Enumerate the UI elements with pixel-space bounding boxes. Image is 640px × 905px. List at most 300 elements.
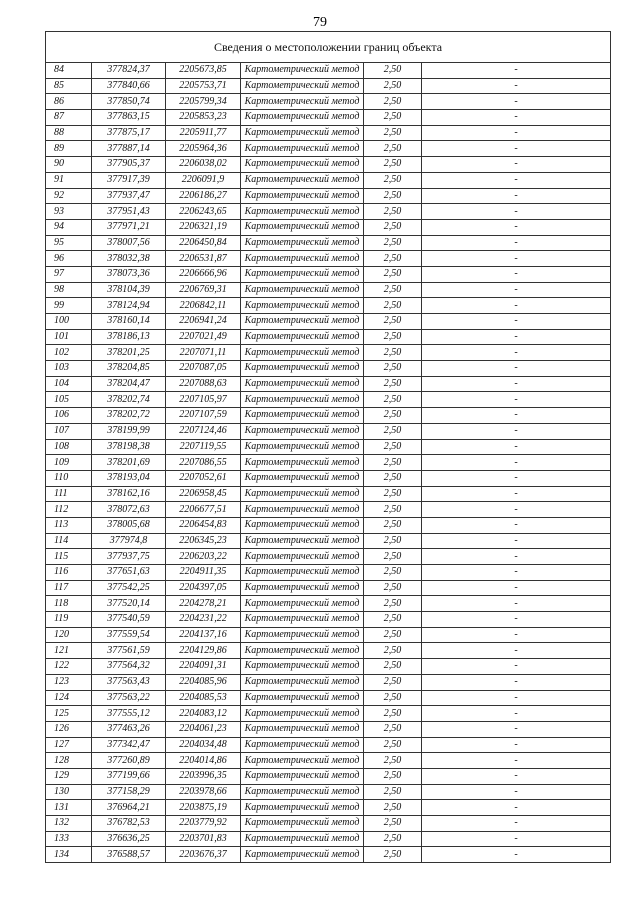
- table-row: [46, 737, 611, 753]
- table-row: [46, 706, 611, 722]
- table-row: [46, 800, 611, 816]
- coord-x-cell: 378193,04: [92, 470, 166, 486]
- table-row: [46, 565, 611, 581]
- table-row: [46, 690, 611, 706]
- table-row: [46, 470, 611, 486]
- note-cell: -: [422, 612, 611, 628]
- method-cell: Картометрический метод: [241, 831, 364, 847]
- method-cell: Картометрический метод: [241, 596, 364, 612]
- method-cell: Картометрический метод: [241, 455, 364, 471]
- point-number-cell: 122: [46, 659, 92, 675]
- method-cell: Картометрический метод: [241, 78, 364, 94]
- table-row: [46, 408, 611, 424]
- point-number-cell: 119: [46, 612, 92, 628]
- note-cell: -: [422, 816, 611, 832]
- note-cell: -: [422, 439, 611, 455]
- coord-x-cell: 378201,25: [92, 345, 166, 361]
- coord-y-cell: 2203996,35: [166, 768, 241, 784]
- note-cell: -: [422, 204, 611, 220]
- point-number-cell: 90: [46, 157, 92, 173]
- table-row: [46, 282, 611, 298]
- coord-y-cell: 2206769,31: [166, 282, 241, 298]
- method-cell: Картометрический метод: [241, 172, 364, 188]
- method-cell: Картометрический метод: [241, 298, 364, 314]
- note-cell: -: [422, 784, 611, 800]
- point-number-cell: 89: [46, 141, 92, 157]
- point-number-cell: 116: [46, 565, 92, 581]
- accuracy-cell: 2,50: [364, 329, 422, 345]
- table-row: [46, 188, 611, 204]
- method-cell: Картометрический метод: [241, 690, 364, 706]
- point-number-cell: 133: [46, 831, 92, 847]
- coordinates-table: [45, 31, 611, 863]
- accuracy-cell: 2,50: [364, 63, 422, 79]
- accuracy-cell: 2,50: [364, 549, 422, 565]
- method-cell: Картометрический метод: [241, 314, 364, 330]
- table-row: [46, 266, 611, 282]
- note-cell: -: [422, 502, 611, 518]
- note-cell: -: [422, 737, 611, 753]
- table-row: [46, 816, 611, 832]
- accuracy-cell: 2,50: [364, 784, 422, 800]
- coord-x-cell: 378104,39: [92, 282, 166, 298]
- table-row: [46, 204, 611, 220]
- point-number-cell: 110: [46, 470, 92, 486]
- point-number-cell: 84: [46, 63, 92, 79]
- coord-x-cell: 378186,13: [92, 329, 166, 345]
- coord-x-cell: 377840,66: [92, 78, 166, 94]
- coord-x-cell: 377824,37: [92, 63, 166, 79]
- method-cell: Картометрический метод: [241, 157, 364, 173]
- point-number-cell: 123: [46, 674, 92, 690]
- coord-y-cell: 2207021,49: [166, 329, 241, 345]
- point-number-cell: 112: [46, 502, 92, 518]
- point-number-cell: 121: [46, 643, 92, 659]
- coord-x-cell: 378032,38: [92, 251, 166, 267]
- table-row: [46, 831, 611, 847]
- coord-x-cell: 377951,43: [92, 204, 166, 220]
- coord-x-cell: 377563,22: [92, 690, 166, 706]
- method-cell: Картометрический метод: [241, 376, 364, 392]
- table-row: [46, 753, 611, 769]
- coord-x-cell: 378202,74: [92, 392, 166, 408]
- method-cell: Картометрический метод: [241, 282, 364, 298]
- coord-y-cell: 2204085,53: [166, 690, 241, 706]
- coord-x-cell: 377158,29: [92, 784, 166, 800]
- coord-y-cell: 2207087,05: [166, 361, 241, 377]
- table-row: [46, 627, 611, 643]
- accuracy-cell: 2,50: [364, 314, 422, 330]
- accuracy-cell: 2,50: [364, 580, 422, 596]
- method-cell: Картометрический метод: [241, 784, 364, 800]
- coord-y-cell: 2204034,48: [166, 737, 241, 753]
- point-number-cell: 100: [46, 314, 92, 330]
- point-number-cell: 91: [46, 172, 92, 188]
- accuracy-cell: 2,50: [364, 219, 422, 235]
- accuracy-cell: 2,50: [364, 392, 422, 408]
- method-cell: Картометрический метод: [241, 517, 364, 533]
- table-row: [46, 549, 611, 565]
- note-cell: -: [422, 172, 611, 188]
- coord-x-cell: 376782,53: [92, 816, 166, 832]
- coord-y-cell: 2204061,23: [166, 721, 241, 737]
- accuracy-cell: 2,50: [364, 768, 422, 784]
- table-row: [46, 125, 611, 141]
- point-number-cell: 85: [46, 78, 92, 94]
- coord-x-cell: 377875,17: [92, 125, 166, 141]
- coord-x-cell: 377887,14: [92, 141, 166, 157]
- method-cell: Картометрический метод: [241, 816, 364, 832]
- method-cell: Картометрический метод: [241, 565, 364, 581]
- coord-y-cell: 2206450,84: [166, 235, 241, 251]
- table-row: [46, 157, 611, 173]
- point-number-cell: 111: [46, 486, 92, 502]
- coord-x-cell: 377561,59: [92, 643, 166, 659]
- coord-y-cell: 2207086,55: [166, 455, 241, 471]
- coord-x-cell: 377863,15: [92, 110, 166, 126]
- accuracy-cell: 2,50: [364, 690, 422, 706]
- coord-y-cell: 2206186,27: [166, 188, 241, 204]
- point-number-cell: 109: [46, 455, 92, 471]
- note-cell: -: [422, 329, 611, 345]
- note-cell: -: [422, 408, 611, 424]
- page-number: 79: [313, 15, 327, 30]
- accuracy-cell: 2,50: [364, 439, 422, 455]
- accuracy-cell: 2,50: [364, 847, 422, 863]
- note-cell: -: [422, 800, 611, 816]
- note-cell: -: [422, 251, 611, 267]
- coord-y-cell: 2204231,22: [166, 612, 241, 628]
- table-row: [46, 345, 611, 361]
- accuracy-cell: 2,50: [364, 721, 422, 737]
- method-cell: Картометрический метод: [241, 486, 364, 502]
- accuracy-cell: 2,50: [364, 502, 422, 518]
- point-number-cell: 117: [46, 580, 92, 596]
- note-cell: -: [422, 565, 611, 581]
- coord-x-cell: 377199,66: [92, 768, 166, 784]
- note-cell: -: [422, 753, 611, 769]
- note-cell: -: [422, 125, 611, 141]
- point-number-cell: 132: [46, 816, 92, 832]
- accuracy-cell: 2,50: [364, 470, 422, 486]
- table-row: [46, 423, 611, 439]
- coord-x-cell: 377540,59: [92, 612, 166, 628]
- table-row: [46, 94, 611, 110]
- coord-x-cell: 377917,39: [92, 172, 166, 188]
- point-number-cell: 87: [46, 110, 92, 126]
- method-cell: Картометрический метод: [241, 345, 364, 361]
- method-cell: Картометрический метод: [241, 423, 364, 439]
- note-cell: -: [422, 627, 611, 643]
- method-cell: Картометрический метод: [241, 721, 364, 737]
- accuracy-cell: 2,50: [364, 816, 422, 832]
- note-cell: -: [422, 110, 611, 126]
- coord-x-cell: 377463,26: [92, 721, 166, 737]
- coord-y-cell: 2205964,36: [166, 141, 241, 157]
- table-row: [46, 63, 611, 79]
- point-number-cell: 86: [46, 94, 92, 110]
- table-body: [46, 32, 611, 863]
- coord-y-cell: 2205853,23: [166, 110, 241, 126]
- accuracy-cell: 2,50: [364, 423, 422, 439]
- coord-y-cell: 2206091,9: [166, 172, 241, 188]
- method-cell: Картометрический метод: [241, 549, 364, 565]
- method-cell: Картометрический метод: [241, 533, 364, 549]
- note-cell: -: [422, 219, 611, 235]
- accuracy-cell: 2,50: [364, 455, 422, 471]
- point-number-cell: 107: [46, 423, 92, 439]
- note-cell: -: [422, 470, 611, 486]
- table-row: [46, 314, 611, 330]
- table-row: [46, 768, 611, 784]
- coord-x-cell: 378073,36: [92, 266, 166, 282]
- accuracy-cell: 2,50: [364, 408, 422, 424]
- point-number-cell: 99: [46, 298, 92, 314]
- method-cell: Картометрический метод: [241, 800, 364, 816]
- coord-x-cell: 377937,47: [92, 188, 166, 204]
- coord-y-cell: 2204137,16: [166, 627, 241, 643]
- table-row: [46, 486, 611, 502]
- method-cell: Картометрический метод: [241, 266, 364, 282]
- table-row: [46, 219, 611, 235]
- method-cell: Картометрический метод: [241, 63, 364, 79]
- table-row: [46, 533, 611, 549]
- table-row: [46, 784, 611, 800]
- method-cell: Картометрический метод: [241, 141, 364, 157]
- coord-x-cell: 377651,63: [92, 565, 166, 581]
- table-row: [46, 141, 611, 157]
- table-row: [46, 439, 611, 455]
- coord-y-cell: 2206321,19: [166, 219, 241, 235]
- note-cell: -: [422, 188, 611, 204]
- coord-x-cell: 378162,16: [92, 486, 166, 502]
- note-cell: -: [422, 298, 611, 314]
- note-cell: -: [422, 157, 611, 173]
- accuracy-cell: 2,50: [364, 533, 422, 549]
- point-number-cell: 95: [46, 235, 92, 251]
- point-number-cell: 88: [46, 125, 92, 141]
- table-row: [46, 361, 611, 377]
- accuracy-cell: 2,50: [364, 612, 422, 628]
- coord-y-cell: 2204397,05: [166, 580, 241, 596]
- accuracy-cell: 2,50: [364, 110, 422, 126]
- coord-y-cell: 2207071,11: [166, 345, 241, 361]
- accuracy-cell: 2,50: [364, 298, 422, 314]
- point-number-cell: 104: [46, 376, 92, 392]
- coord-y-cell: 2206203,22: [166, 549, 241, 565]
- coord-x-cell: 378160,14: [92, 314, 166, 330]
- table-row: [46, 455, 611, 471]
- coord-y-cell: 2204278,21: [166, 596, 241, 612]
- coord-y-cell: 2203701,83: [166, 831, 241, 847]
- table-row: [46, 659, 611, 675]
- coord-x-cell: 377905,37: [92, 157, 166, 173]
- accuracy-cell: 2,50: [364, 235, 422, 251]
- point-number-cell: 113: [46, 517, 92, 533]
- coord-y-cell: 2205911,77: [166, 125, 241, 141]
- coord-y-cell: 2205753,71: [166, 78, 241, 94]
- note-cell: -: [422, 549, 611, 565]
- point-number-cell: 128: [46, 753, 92, 769]
- note-cell: -: [422, 517, 611, 533]
- coord-x-cell: 377542,25: [92, 580, 166, 596]
- coord-y-cell: 2203875,19: [166, 800, 241, 816]
- coord-y-cell: 2206038,02: [166, 157, 241, 173]
- accuracy-cell: 2,50: [364, 172, 422, 188]
- coord-x-cell: 377850,74: [92, 94, 166, 110]
- coord-x-cell: 378201,69: [92, 455, 166, 471]
- point-number-cell: 114: [46, 533, 92, 549]
- method-cell: Картометрический метод: [241, 125, 364, 141]
- point-number-cell: 93: [46, 204, 92, 220]
- table-row: [46, 643, 611, 659]
- point-number-cell: 94: [46, 219, 92, 235]
- method-cell: Картометрический метод: [241, 470, 364, 486]
- coord-x-cell: 378204,47: [92, 376, 166, 392]
- coord-y-cell: 2204014,86: [166, 753, 241, 769]
- note-cell: -: [422, 141, 611, 157]
- method-cell: Картометрический метод: [241, 329, 364, 345]
- method-cell: Картометрический метод: [241, 847, 364, 863]
- note-cell: -: [422, 345, 611, 361]
- method-cell: Картометрический метод: [241, 502, 364, 518]
- method-cell: Картометрический метод: [241, 219, 364, 235]
- coord-y-cell: 2207124,46: [166, 423, 241, 439]
- coord-y-cell: 2203676,37: [166, 847, 241, 863]
- point-number-cell: 126: [46, 721, 92, 737]
- accuracy-cell: 2,50: [364, 94, 422, 110]
- note-cell: -: [422, 423, 611, 439]
- accuracy-cell: 2,50: [364, 596, 422, 612]
- method-cell: Картометрический метод: [241, 392, 364, 408]
- coord-y-cell: 2206941,24: [166, 314, 241, 330]
- point-number-cell: 120: [46, 627, 92, 643]
- note-cell: -: [422, 533, 611, 549]
- note-cell: -: [422, 486, 611, 502]
- coord-x-cell: 377974,8: [92, 533, 166, 549]
- coord-y-cell: 2203978,66: [166, 784, 241, 800]
- note-cell: -: [422, 706, 611, 722]
- coord-y-cell: 2203779,92: [166, 816, 241, 832]
- method-cell: Картометрический метод: [241, 768, 364, 784]
- coord-y-cell: 2204091,31: [166, 659, 241, 675]
- note-cell: -: [422, 235, 611, 251]
- accuracy-cell: 2,50: [364, 565, 422, 581]
- coord-x-cell: 378072,63: [92, 502, 166, 518]
- coord-x-cell: 377564,32: [92, 659, 166, 675]
- point-number-cell: 130: [46, 784, 92, 800]
- accuracy-cell: 2,50: [364, 517, 422, 533]
- accuracy-cell: 2,50: [364, 157, 422, 173]
- accuracy-cell: 2,50: [364, 486, 422, 502]
- accuracy-cell: 2,50: [364, 282, 422, 298]
- method-cell: Картометрический метод: [241, 674, 364, 690]
- coord-y-cell: 2205799,34: [166, 94, 241, 110]
- note-cell: -: [422, 392, 611, 408]
- coord-y-cell: 2206345,23: [166, 533, 241, 549]
- method-cell: Картометрический метод: [241, 110, 364, 126]
- accuracy-cell: 2,50: [364, 831, 422, 847]
- point-number-cell: 103: [46, 361, 92, 377]
- point-number-cell: 96: [46, 251, 92, 267]
- table-row: [46, 596, 611, 612]
- note-cell: -: [422, 643, 611, 659]
- coord-x-cell: 377342,47: [92, 737, 166, 753]
- accuracy-cell: 2,50: [364, 737, 422, 753]
- point-number-cell: 124: [46, 690, 92, 706]
- note-cell: -: [422, 266, 611, 282]
- coord-y-cell: 2206531,87: [166, 251, 241, 267]
- coord-y-cell: 2207107,59: [166, 408, 241, 424]
- method-cell: Картометрический метод: [241, 94, 364, 110]
- table-row: [46, 235, 611, 251]
- accuracy-cell: 2,50: [364, 266, 422, 282]
- point-number-cell: 97: [46, 266, 92, 282]
- note-cell: -: [422, 314, 611, 330]
- point-number-cell: 92: [46, 188, 92, 204]
- table-row: [46, 580, 611, 596]
- accuracy-cell: 2,50: [364, 376, 422, 392]
- table-row: [46, 721, 611, 737]
- point-number-cell: 106: [46, 408, 92, 424]
- accuracy-cell: 2,50: [364, 125, 422, 141]
- note-cell: -: [422, 78, 611, 94]
- coord-y-cell: 2207052,61: [166, 470, 241, 486]
- method-cell: Картометрический метод: [241, 659, 364, 675]
- note-cell: -: [422, 63, 611, 79]
- accuracy-cell: 2,50: [364, 204, 422, 220]
- coord-y-cell: 2206842,11: [166, 298, 241, 314]
- method-cell: Картометрический метод: [241, 627, 364, 643]
- accuracy-cell: 2,50: [364, 361, 422, 377]
- accuracy-cell: 2,50: [364, 674, 422, 690]
- note-cell: -: [422, 455, 611, 471]
- point-number-cell: 125: [46, 706, 92, 722]
- coord-y-cell: 2207119,55: [166, 439, 241, 455]
- point-number-cell: 131: [46, 800, 92, 816]
- coord-y-cell: 2204129,86: [166, 643, 241, 659]
- point-number-cell: 134: [46, 847, 92, 863]
- coord-y-cell: 2204911,35: [166, 565, 241, 581]
- table-row: [46, 298, 611, 314]
- point-number-cell: 129: [46, 768, 92, 784]
- accuracy-cell: 2,50: [364, 188, 422, 204]
- method-cell: Картометрический метод: [241, 612, 364, 628]
- point-number-cell: 115: [46, 549, 92, 565]
- table-row: [46, 172, 611, 188]
- table-row: [46, 78, 611, 94]
- coord-x-cell: 377559,54: [92, 627, 166, 643]
- table-row: [46, 110, 611, 126]
- note-cell: -: [422, 282, 611, 298]
- note-cell: -: [422, 847, 611, 863]
- coord-x-cell: 376636,25: [92, 831, 166, 847]
- coord-x-cell: 377260,89: [92, 753, 166, 769]
- method-cell: Картометрический метод: [241, 439, 364, 455]
- note-cell: -: [422, 674, 611, 690]
- method-cell: Картометрический метод: [241, 361, 364, 377]
- coord-x-cell: 377971,21: [92, 219, 166, 235]
- note-cell: -: [422, 768, 611, 784]
- accuracy-cell: 2,50: [364, 753, 422, 769]
- coord-x-cell: 378005,68: [92, 517, 166, 533]
- coord-x-cell: 378007,56: [92, 235, 166, 251]
- method-cell: Картометрический метод: [241, 580, 364, 596]
- point-number-cell: 101: [46, 329, 92, 345]
- note-cell: -: [422, 94, 611, 110]
- accuracy-cell: 2,50: [364, 141, 422, 157]
- coord-x-cell: 378202,72: [92, 408, 166, 424]
